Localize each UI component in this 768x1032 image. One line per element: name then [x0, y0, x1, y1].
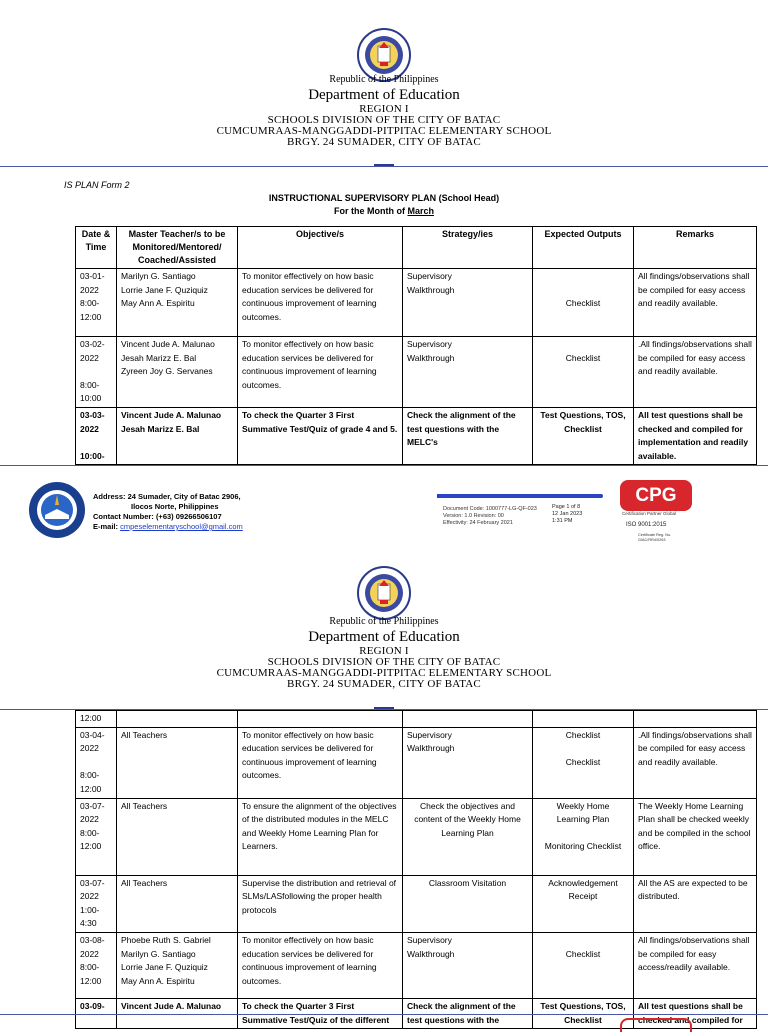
form-label: IS PLAN Form 2 — [64, 180, 130, 190]
col-header-teachers: Master Teacher/s to be Monitored/Mentored/ Coached/Assisted — [117, 227, 238, 269]
table-row — [76, 932, 757, 998]
strategy-cell: Supervisory Walkthrough — [403, 337, 533, 408]
remarks-cell: All findings/observations shall be compiled for easy access/readily available. — [634, 932, 757, 998]
objective-cell — [238, 711, 403, 728]
remarks-cell — [634, 711, 757, 728]
date-cell: 03-07- 2022 8:00- 12:00 — [76, 798, 117, 875]
table-row — [76, 798, 757, 875]
outputs-cell: Acknowledgement Receipt — [533, 875, 634, 932]
remarks-cell: .All findings/observations shall be compiled for easy access and readily available. — [634, 727, 757, 798]
strategy-cell: Supervisory Walkthrough — [403, 932, 533, 998]
objective-cell: To monitor effectively on how basic education services be delivered for continuous improvement of learning outcomes. — [238, 727, 403, 798]
document-bar — [437, 494, 603, 498]
school-text: CUMCUMRAAS-MANGGADDI-PITPITAC ELEMENTARY SCHOOL — [216, 125, 552, 137]
month-value: March — [407, 206, 434, 216]
division-text-2: SCHOOLS DIVISION OF THE CITY OF BATAC — [267, 656, 501, 668]
strategy-cell — [403, 711, 533, 728]
email-label: E-mail: — [93, 522, 119, 531]
col-header-objectives: Objective/s — [238, 227, 403, 269]
plan-month-line — [0, 206, 768, 216]
objective-cell: To ensure the alignment of the objectives of the distributed modules in the MELC and Weekly Home Learning Plan for Learners. — [238, 798, 403, 875]
date-cell: 03-07- 2022 1:00- 4:30 — [76, 875, 117, 932]
table-row — [76, 711, 757, 728]
address-label: Address: — [93, 492, 126, 501]
plan-table-page-1 — [75, 226, 757, 465]
table-row — [76, 407, 757, 464]
outputs-cell: Checklist — [533, 269, 634, 337]
iso-text: ISO 9001:2015 — [626, 522, 667, 528]
teachers-cell: All Teachers — [117, 727, 238, 798]
remarks-cell: All findings/observations shall be compiled for easy access and readily available. — [634, 269, 757, 337]
remarks-cell: All test questions shall be checked and compiled for implementation and readily available. — [634, 407, 757, 464]
strategy-cell: Check the alignment of the test questions with the — [403, 998, 533, 1028]
print-time-text: 1:31 PM — [552, 518, 573, 524]
outputs-cell: Checklist — [533, 337, 634, 408]
date-cell: 12:00 — [76, 711, 117, 728]
school-text-2: CUMCUMRAAS-MANGGADDI-PITPITAC ELEMENTARY SCHOOL — [216, 667, 552, 679]
col-header-remarks: Remarks — [634, 227, 757, 269]
doc-code-text: Document Code: 1000777-LG-QF-023 — [443, 506, 537, 512]
objective-cell: To monitor effectively on how basic education services be delivered for continuous improvement of learning outcomes. — [238, 337, 403, 408]
cert-text: Certificate Reg. No. GIAC/RR4/0263 — [638, 533, 672, 542]
region-text: REGION I — [359, 103, 409, 115]
address-value: 24 Sumader, City of Batac 2906, — [127, 492, 241, 501]
department-text-2: Department of Education — [308, 629, 460, 645]
header-rule — [0, 166, 768, 167]
print-date-text: 12 Jan 2023 — [552, 511, 583, 517]
strategy-cell: Supervisory Walkthrough — [403, 727, 533, 798]
email-link[interactable]: cmpeselementaryschool@gmail.com — [120, 522, 243, 531]
footer-rule-2 — [0, 1014, 768, 1015]
teachers-cell: All Teachers — [117, 798, 238, 875]
strategy-cell: Supervisory Walkthrough — [403, 269, 533, 337]
plan-table-body-1 — [76, 269, 757, 465]
date-cell: 03-04- 2022 8:00- 12:00 — [76, 727, 117, 798]
objective-cell: To monitor effectively on how basic education services be delivered for continuous improvement of learning outcomes. — [238, 932, 403, 998]
date-cell: 03-03- 2022 10:00- — [76, 407, 117, 464]
teachers-cell — [117, 711, 238, 728]
outputs-cell: Test Questions, TOS, Checklist — [533, 998, 634, 1028]
outputs-cell: Checklist — [533, 932, 634, 998]
teachers-cell: Vincent Jude A. Malunao Jesah Marizz E. Bal Zyreen Joy G. Servanes — [117, 337, 238, 408]
page-number-text: Page 1 of 8 — [552, 504, 581, 510]
table-row — [76, 727, 757, 798]
effectivity-text: Effectivity: 24 February 2021 — [443, 520, 513, 526]
table-row — [76, 875, 757, 932]
remarks-cell: All the AS are expected to be distributed. — [634, 875, 757, 932]
col-header-date: Date & Time — [76, 227, 117, 269]
objective-cell: Supervise the distribution and retrieval of SLMs/LASfollowing the proper health protocols — [238, 875, 403, 932]
footer-contact — [93, 492, 243, 532]
objective-cell: To check the Quarter 3 First Summative Test/Quiz of grade 4 and 5. — [238, 407, 403, 464]
letterhead-2 — [0, 616, 768, 690]
strategy-cell: Classroom Visitation — [403, 875, 533, 932]
teachers-cell: Marilyn G. Santiago Lorrie Jane F. Quziquiz May Ann A. Espiritu — [117, 269, 238, 337]
deped-seal-icon-2 — [357, 566, 411, 620]
col-header-strategies: Strategy/ies — [403, 227, 533, 269]
month-prefix: For the Month of — [334, 206, 408, 216]
document-info — [443, 506, 543, 527]
plan-table-body-2 — [76, 711, 757, 1029]
teachers-cell: Vincent Jude A. Malunao — [117, 998, 238, 1028]
strategy-cell: Check the alignment of the test questions with the MELC's — [403, 407, 533, 464]
republic-text-2: Republic of the Philippines — [329, 616, 439, 627]
address-value-2: Ilocos Norte, Philippines — [131, 502, 219, 511]
date-cell: 03-01- 2022 8:00- 12:00 — [76, 269, 117, 337]
strategy-cell: Check the objectives and content of the Weekly Home Learning Plan — [403, 798, 533, 875]
date-cell: 03-02- 2022 8:00- 10:00 — [76, 337, 117, 408]
cpg-logo-icon: CPG — [620, 480, 692, 511]
table-row — [76, 337, 757, 408]
school-address-text-2: BRGY. 24 SUMADER, CITY OF BATAC — [287, 678, 481, 690]
contact-value: (+63) 09266506107 — [155, 512, 222, 521]
teachers-cell: Vincent Jude A. Malunao Jesah Marizz E. Bal — [117, 407, 238, 464]
remarks-cell: .All findings/observations shall be compiled for easy access and readily available. — [634, 337, 757, 408]
cpg-logo-partial-icon — [620, 1018, 692, 1032]
cpg-subtitle: Certification Partner Global — [622, 511, 677, 516]
division-text: SCHOOLS DIVISION OF THE CITY OF BATAC — [267, 114, 501, 126]
contact-label: Contact Number: — [93, 512, 154, 521]
republic-text: Republic of the Philippines — [329, 74, 439, 85]
header-dash-2 — [374, 707, 394, 709]
outputs-cell: Weekly Home Learning Plan Monitoring Checklist — [533, 798, 634, 875]
footer-rule-1 — [0, 465, 768, 466]
region-text-2: REGION I — [359, 645, 409, 657]
plan-title: INSTRUCTIONAL SUPERVISORY PLAN (School Head) — [268, 193, 500, 203]
school-logo-icon — [28, 481, 86, 539]
teachers-cell: All Teachers — [117, 875, 238, 932]
outputs-cell: Checklist Checklist — [533, 727, 634, 798]
objective-cell: To monitor effectively on how basic education services be delivered for continuous improvement of learning outcomes. — [238, 269, 403, 337]
remarks-cell: All test questions shall be checked and compiled for — [634, 998, 757, 1028]
outputs-cell — [533, 711, 634, 728]
header-dash — [374, 164, 394, 166]
department-text: Department of Education — [308, 87, 460, 103]
col-header-outputs: Expected Outputs — [533, 227, 634, 269]
table-row — [76, 269, 757, 337]
date-cell: 03-09- — [76, 998, 117, 1028]
remarks-cell: The Weekly Home Learning Plan shall be checked weekly and be compiled in the school office. — [634, 798, 757, 875]
version-text: Version: 1.0 Revision: 00 — [443, 513, 504, 519]
teachers-cell: Phoebe Ruth S. Gabriel Marilyn G. Santiago Lorrie Jane F. Quziquiz May Ann A. Espiritu — [117, 932, 238, 998]
school-address-text: BRGY. 24 SUMADER, CITY OF BATAC — [287, 136, 481, 148]
page-info — [552, 504, 582, 525]
plan-table-page-2 — [75, 710, 757, 1029]
objective-cell: To check the Quarter 3 First Summative Test/Quiz of the different — [238, 998, 403, 1028]
outputs-cell: Test Questions, TOS, Checklist — [533, 407, 634, 464]
date-cell: 03-08- 2022 8:00- 12:00 — [76, 932, 117, 998]
letterhead-1 — [0, 74, 768, 148]
